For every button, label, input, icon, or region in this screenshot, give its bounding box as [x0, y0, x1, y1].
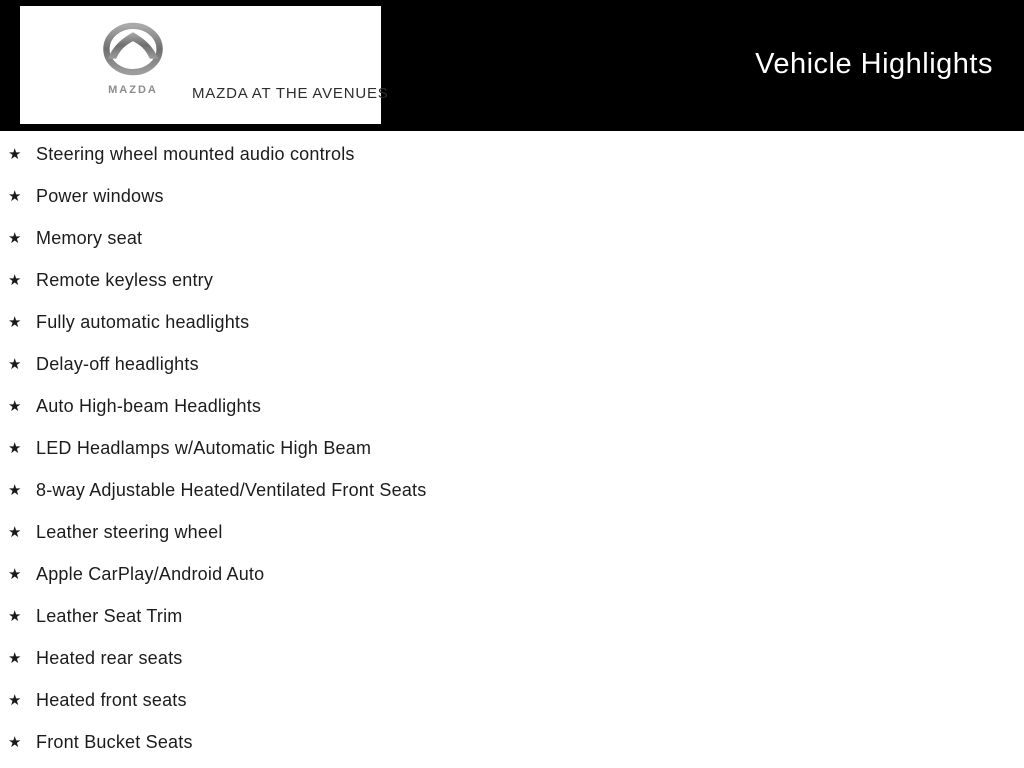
star-bullet-icon: ★ [8, 229, 22, 247]
header-bar [0, 0, 1024, 131]
feature-label: Leather Seat Trim [36, 605, 183, 626]
star-bullet-icon: ★ [8, 187, 22, 205]
list-item [0, 721, 1024, 763]
list-item [0, 679, 1024, 721]
star-bullet-icon: ★ [8, 607, 22, 625]
feature-list [0, 131, 1024, 763]
star-bullet-icon: ★ [8, 439, 22, 457]
star-bullet-icon: ★ [8, 481, 22, 499]
list-item [0, 217, 1024, 259]
list-item [0, 301, 1024, 343]
feature-label: Steering wheel mounted audio controls [36, 143, 355, 164]
mazda-wordmark: MAZDA [108, 84, 158, 96]
feature-list-section [0, 131, 1024, 763]
feature-label: Power windows [36, 185, 164, 206]
list-item [0, 385, 1024, 427]
feature-label: Leather steering wheel [36, 521, 223, 542]
star-bullet-icon: ★ [8, 271, 22, 289]
feature-label: Front Bucket Seats [36, 731, 193, 752]
star-bullet-icon: ★ [8, 733, 22, 751]
star-bullet-icon: ★ [8, 691, 22, 709]
list-item [0, 343, 1024, 385]
feature-label: Apple CarPlay/Android Auto [36, 563, 265, 584]
star-bullet-icon: ★ [8, 313, 22, 331]
feature-label: LED Headlamps w/Automatic High Beam [36, 437, 372, 458]
star-bullet-icon: ★ [8, 649, 22, 667]
list-item [0, 469, 1024, 511]
list-item [0, 133, 1024, 175]
dealer-logo [20, 6, 389, 124]
list-item [0, 637, 1024, 679]
mazda-emblem-icon [98, 18, 168, 80]
feature-label: Auto High-beam Headlights [36, 395, 262, 416]
feature-label: 8-way Adjustable Heated/Ventilated Front Seats [36, 479, 427, 500]
feature-label: Remote keyless entry [36, 269, 214, 290]
list-item [0, 595, 1024, 637]
page-title: Vehicle Highlights [755, 48, 993, 80]
list-item [0, 175, 1024, 217]
feature-label: Delay-off headlights [36, 353, 199, 374]
feature-label: Memory seat [36, 227, 143, 248]
list-item [0, 259, 1024, 301]
feature-label: Fully automatic headlights [36, 311, 250, 332]
star-bullet-icon: ★ [8, 565, 22, 583]
feature-label: Heated front seats [36, 689, 187, 710]
star-bullet-icon: ★ [8, 355, 22, 373]
list-item [0, 511, 1024, 553]
star-bullet-icon: ★ [8, 145, 22, 163]
list-item [0, 553, 1024, 595]
star-bullet-icon: ★ [8, 397, 22, 415]
feature-label: Heated rear seats [36, 647, 183, 668]
list-item [0, 427, 1024, 469]
star-bullet-icon: ★ [8, 523, 22, 541]
dealer-name: MAZDA AT THE AVENUES [192, 85, 389, 102]
